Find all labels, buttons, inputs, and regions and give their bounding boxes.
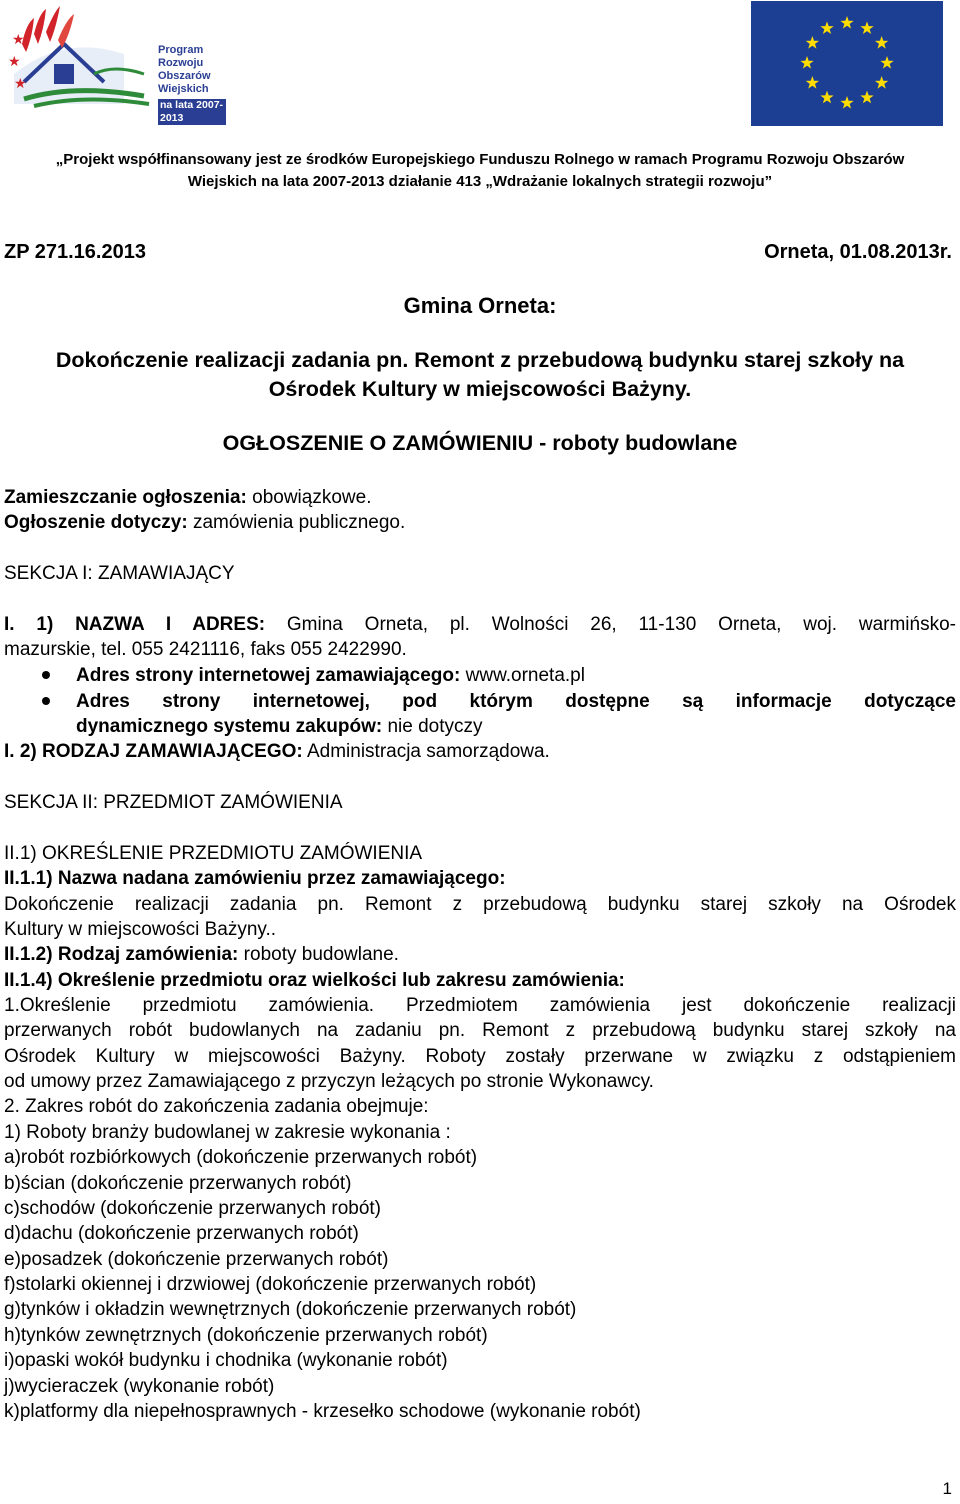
desc-line: przerwanych robót budowlanych na zadaniu pn. Remont z przebudową budynku starej szkoły na <box>4 1020 956 1041</box>
eu-star-icon <box>875 36 888 49</box>
name-address-value: Gmina Orneta, pl. Wolności 26, 11-130 Orneta, woj. warmińsko- <box>265 614 956 635</box>
page-number: 1 <box>942 1479 952 1498</box>
eu-star-icon <box>880 56 893 69</box>
bullet-icon <box>42 697 50 705</box>
entity-title: Gmina Orneta: <box>403 293 557 318</box>
scope-line: 2. Zakres robót do zakończenia zadania obejmuje: <box>4 1096 429 1117</box>
prow-line: Wiejskich <box>158 83 209 95</box>
bullet-icon <box>42 671 50 679</box>
svg-text:★: ★ <box>14 76 27 92</box>
order-kind-value: roboty budowlane. <box>238 944 399 965</box>
contracting-type-value: Administracja samorządowa. <box>302 741 550 762</box>
task-title-line-2: Ośrodek Kultury w miejscowości Bażyny. <box>268 377 692 401</box>
desc-line-last: od umowy przez Zamawiającego z przyczyn leżących po stronie Wykonawcy. <box>4 1071 654 1092</box>
eu-star-icon <box>800 56 813 69</box>
scope-line: b)ścian (dokończenie przerwanych robót) <box>4 1173 352 1194</box>
concerns-value: zamówienia publicznego. <box>187 512 406 533</box>
desc-line: 1.Określenie przedmiotu zamówienia. Przedmiotem zamówienia jest dokończenie realizacji <box>4 995 956 1016</box>
dps-line-2 <box>76 714 483 739</box>
eu-star-icon <box>875 76 888 89</box>
svg-text:★: ★ <box>8 54 21 70</box>
order-kind-line <box>4 942 399 967</box>
cofinancing-line-2: Wiejskich na lata 2007-2013 działanie 413 „Wdrażanie lokalnych strategii rozwoju” <box>187 173 773 190</box>
order-name-line-1: Dokończenie realizacji zadania pn. Remont z przebudową budynku starej szkoły na Ośrodek <box>4 894 956 915</box>
eu-star-icon <box>806 36 819 49</box>
contracting-type-line <box>4 739 550 764</box>
dps-value: nie dotyczy <box>382 716 483 737</box>
prow-emblem-icon <box>4 4 154 112</box>
prow-line: Obszarów <box>158 70 211 82</box>
scope-line: g)tynków i okładzin wewnętrznych (dokończenie przerwanych robót) <box>4 1299 577 1320</box>
eu-star-icon <box>840 96 853 109</box>
scope-line: c)schodów (dokończenie przerwanych robót) <box>4 1198 382 1219</box>
scope-line: 1) Roboty branży budowlanej w zakresie wykonania : <box>4 1122 451 1143</box>
dps-label: dynamicznego systemu zakupów: <box>76 716 383 737</box>
desc-line: Ośrodek Kultury w miejscowości Bażyny. Roboty zostały przerwane w związku z odstąpieniem <box>4 1046 956 1067</box>
scope-line: j)wycieraczek (wykonanie robót) <box>4 1376 275 1397</box>
order-name-line-2: Kultury w miejscowości Bażyny.. <box>4 919 277 940</box>
scope-line: e)posadzek (dokończenie przerwanych robót) <box>4 1249 389 1270</box>
eu-stars-icon <box>751 1 943 126</box>
website-value: www.orneta.pl <box>460 665 585 686</box>
eu-star-icon <box>806 76 819 89</box>
subsection-2-1-1: II.1.1) Nazwa nadana zamówieniu przez zamawiającego: <box>4 868 506 889</box>
concerns-line <box>4 510 405 535</box>
scope-line: i)opaski wokół budynku i chodnika (wykonanie robót) <box>4 1350 448 1371</box>
eu-star-icon <box>840 16 853 29</box>
svg-text:★: ★ <box>12 32 25 48</box>
placement-value: obowiązkowe. <box>246 487 372 508</box>
place-date: Orneta, 01.08.2013r. <box>764 241 952 263</box>
eu-star-icon <box>820 91 833 104</box>
notice-title: OGŁOSZENIE O ZAMÓWIENIU - roboty budowlane <box>222 431 738 455</box>
scope-line: h)tynków zewnętrznych (dokończenie przerwanych robót) <box>4 1325 488 1346</box>
eu-star-icon <box>860 91 873 104</box>
eu-star-icon <box>820 21 833 34</box>
reference-number: ZP 271.16.2013 <box>4 241 146 263</box>
cofinancing-line-1: „Projekt współfinansowany jest ze środków Europejskiego Funduszu Rolnego w ramach Programu Rozwoju Obszarów <box>55 151 905 168</box>
subsection-2-1: II.1) OKREŚLENIE PRZEDMIOTU ZAMÓWIENIA <box>4 843 423 864</box>
prow-line: Program <box>158 44 204 56</box>
order-kind-label: II.1.2) Rodzaj zamówienia: <box>4 944 239 965</box>
name-address-line-2: mazurskie, tel. 055 2421116, faks 055 2422990. <box>4 639 407 660</box>
order-desc-label: II.1.4) Określenie przedmiotu oraz wielkości lub zakresu zamówienia: <box>4 970 625 991</box>
dps-line-1: Adres strony internetowej, pod którym dostępne są informacje dotyczące <box>76 691 956 712</box>
website-line <box>76 663 585 688</box>
placement-line <box>4 485 371 510</box>
section-2-heading: SEKCJA II: PRZEDMIOT ZAMÓWIENIA <box>4 792 343 813</box>
website-label: Adres strony internetowej zamawiającego: <box>76 665 461 686</box>
eu-star-icon <box>860 21 873 34</box>
concerns-label: Ogłoszenie dotyczy: <box>4 512 188 533</box>
name-address-line-1 <box>4 612 956 637</box>
prow-logo <box>4 4 226 124</box>
name-address-label: I. 1) NAZWA I ADRES: <box>4 614 266 635</box>
task-title-line-1: Dokończenie realizacji zadania pn. Remont z przebudową budynku starej szkoły na <box>55 348 905 372</box>
section-1-heading: SEKCJA I: ZAMAWIAJĄCY <box>4 563 235 584</box>
contracting-type-label: I. 2) RODZAJ ZAMAWIAJĄCEGO: <box>4 741 303 762</box>
prow-line: Rozwoju <box>158 57 204 69</box>
scope-line: a)robót rozbiórkowych (dokończenie przerwanych robót) <box>4 1147 478 1168</box>
prow-years: na lata 2007-2013 <box>158 99 226 125</box>
placement-label: Zamieszczanie ogłoszenia: <box>4 487 247 508</box>
scope-line: d)dachu (dokończenie przerwanych robót) <box>4 1223 359 1244</box>
scope-line: k)platformy dla niepełnosprawnych - krzesełko schodowe (wykonanie robót) <box>4 1401 641 1422</box>
prow-text <box>158 44 226 125</box>
scope-line: f)stolarki okiennej i drzwiowej (dokończenie przerwanych robót) <box>4 1274 537 1295</box>
eu-flag <box>751 1 943 126</box>
